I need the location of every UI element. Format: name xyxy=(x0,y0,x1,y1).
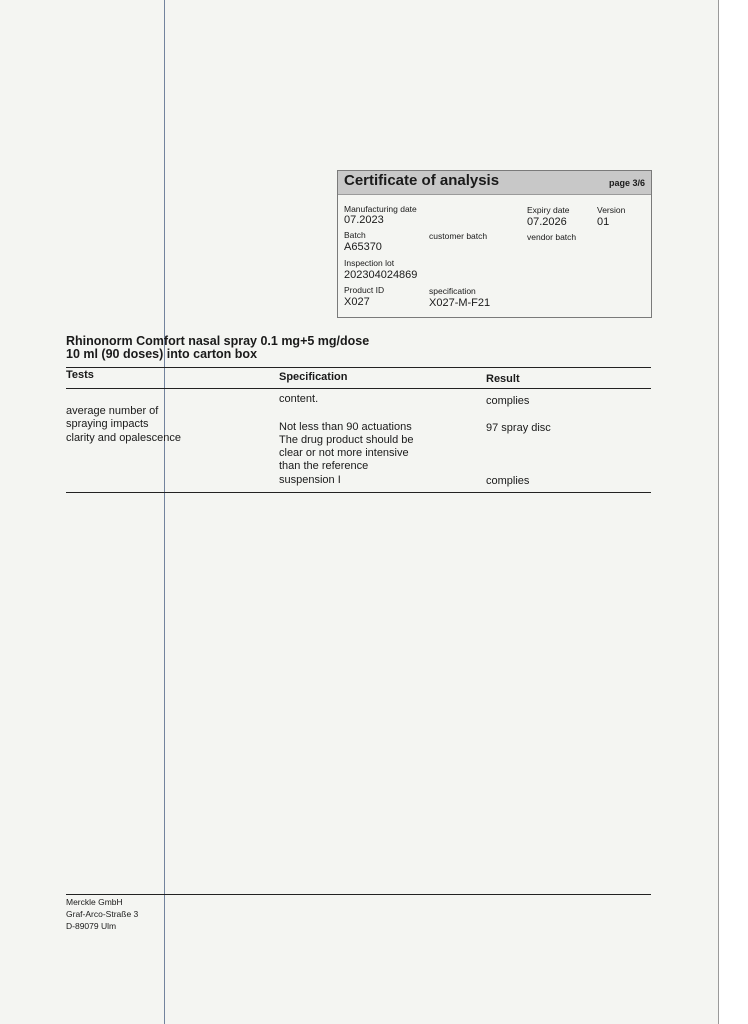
table-top-rule xyxy=(66,367,651,368)
expiry-date-label: Expiry date xyxy=(527,205,570,215)
specification-cell: clear or not more intensive xyxy=(279,447,409,459)
footer-rule xyxy=(66,894,651,895)
product-id-value: X027 xyxy=(344,296,370,308)
footer-company: Merckle GmbH xyxy=(66,897,123,907)
specification-label: specification xyxy=(429,286,476,296)
specification-column-header: Specification xyxy=(279,371,348,383)
product-id-label: Product ID xyxy=(344,285,385,295)
table-header-rule xyxy=(66,388,651,389)
product-title xyxy=(66,335,369,361)
footer-city: D-89079 Ulm xyxy=(66,921,117,931)
vendor-batch-label: vendor batch xyxy=(527,232,577,242)
page-edge xyxy=(718,0,719,1024)
result-cell: complies xyxy=(486,475,530,487)
expiry-date-value: 07.2026 xyxy=(527,216,567,228)
tests-column-header: Tests xyxy=(66,369,94,381)
footer-street: Graf-Arco-Straße 3 xyxy=(66,909,139,919)
scan-line xyxy=(164,0,165,1024)
page-margin xyxy=(719,0,748,1024)
certificate-box xyxy=(337,170,652,318)
test-cell: clarity and opalescence xyxy=(66,432,181,444)
table-bottom-rule xyxy=(66,492,651,493)
manufacturing-date-label: Manufacturing date xyxy=(344,204,417,214)
test-cell: spraying impacts xyxy=(66,418,149,430)
specification-cell: than the reference xyxy=(279,460,369,472)
result-column-header: Result xyxy=(486,373,520,385)
test-cell: average number of xyxy=(66,405,159,417)
version-label: Version xyxy=(597,205,626,215)
manufacturing-date-value: 07.2023 xyxy=(344,214,384,226)
certificate-title: Certificate of analysis xyxy=(344,172,500,189)
specification-cell: Not less than 90 actuations xyxy=(279,421,412,433)
specification-value: X027-M-F21 xyxy=(429,297,491,309)
specification-cell: content. xyxy=(279,393,319,405)
result-cell: complies xyxy=(486,395,530,407)
version-value: 01 xyxy=(597,216,610,228)
batch-label: Batch xyxy=(344,230,366,240)
product-title-line-1: Rhinonorm Comfort nasal spray 0.1 mg+5 mg/dose xyxy=(66,334,370,348)
specification-cell: suspension I xyxy=(279,474,341,486)
footer-address xyxy=(66,896,138,932)
result-cell: 97 spray disc xyxy=(486,422,551,434)
inspection-lot-value: 202304024869 xyxy=(344,269,418,281)
inspection-lot-label: Inspection lot xyxy=(344,258,395,268)
specification-cell: The drug product should be xyxy=(279,434,414,446)
certificate-header xyxy=(338,171,651,195)
customer-batch-label: customer batch xyxy=(429,231,488,241)
product-title-line-2: 10 ml (90 doses) into carton box xyxy=(66,347,258,361)
batch-value: A65370 xyxy=(344,241,382,253)
page-number: page 3/6 xyxy=(608,178,645,188)
